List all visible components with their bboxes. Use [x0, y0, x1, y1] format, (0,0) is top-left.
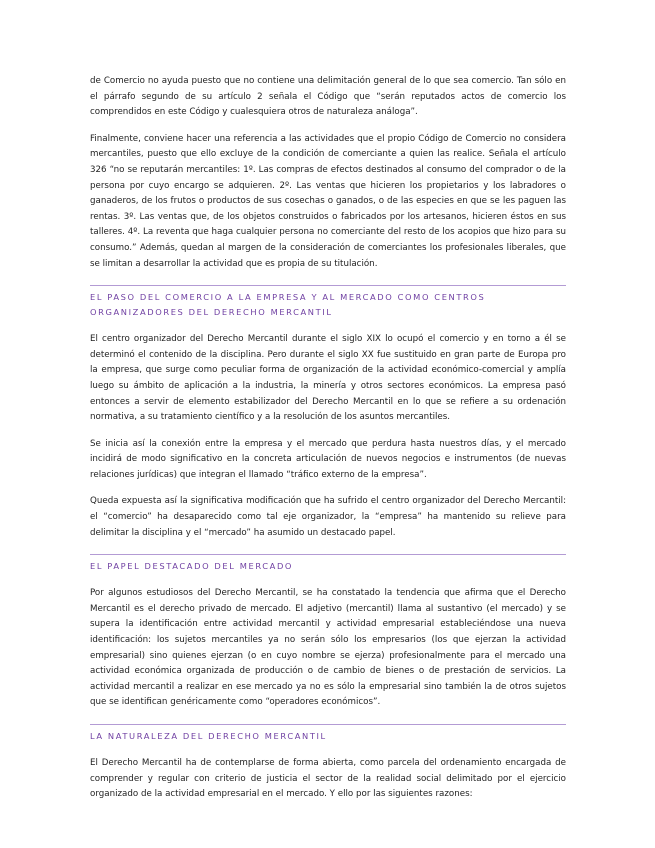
paragraph: Por algunos estudiosos del Derecho Mercantil, se ha constatado la tendencia que afirma que el Derecho Mercantil es el derecho privado de mercado. El adjetivo (mercantil) llama al sustantivo (el mercado) y se supera la identificación entre actividad mercantil y actividad empresarial estableciéndose una nueva identificación: los sujetos mercantiles ya no serán sólo los empresarios (los que ejerzan la actividad empresarial) sino quienes ejerzan (o en cuyo nombre se ejerza) profesionalmente para el mercado una actividad económica organizada de producción o de cambio de bienes o de prestación de servicios. La actividad mercantil a realizar en ese mercado ya no es sólo la empresarial sino también la de otros sujetos que se identifican genéricamente como “operadores económicos”. [90, 588, 566, 708]
section-heading-text: EL PASO DEL COMERCIO A LA EMPRESA Y AL MERCADO COMO CENTROS ORGANIZADORES DEL DERECHO MERCANTIL [90, 292, 486, 318]
paragraph: de Comercio no ayuda puesto que no contiene una delimitación general de lo que sea comercio. Tan sólo en el párrafo segundo de su artículo 2 señala el Código que “serán reputados actos de comercio los comprendidos en este Código y cualesquiera otros de naturaleza análoga”. [90, 76, 566, 118]
section-heading-commerce-to-market [90, 285, 566, 320]
paragraph: Finalmente, conviene hacer una referencia a las actividades que el propio Código de Comercio no considera mercantiles, puesto que ello excluye de la condición de comerciante a quien las realice. Señala el artículo 326 “no se reputarán mercantiles: 1º. Las compras de efectos destinados al consumo del comprador o de la persona por cuyo encargo se adquieren. 2º. Las ventas que hicieren los propietarios y los labradores o ganaderos, de los frutos o productos de sus cosechas o ganados, o de las especies en que se les paguen las rentas. 3º. Las ventas que, de los objetos construidos o fabricados por los artesanos, hicieren éstos en sus talleres. 4º. La reventa que haga cualquier persona no comerciante del resto de los acopios que hizo para su consumo.” Además, quedan al margen de la consideración de comerciantes los profesionales liberales, que se limitan a desarrollar la actividad que es propia de su titulación. [90, 133, 566, 269]
document-body [90, 74, 566, 814]
section-heading-market-role [90, 554, 566, 574]
paragraph: Se inicia así la conexión entre la empresa y el mercado que perdura hasta nuestros días, y el mercado incidirá de modo significativo en la concreta articulación de nuevos negocios e instrumentos (de nuevas relaciones jurídicas) que integran el llamado “tráfico externo de la empresa”. [90, 438, 566, 480]
paragraph: Queda expuesta así la significativa modificación que ha sufrido el centro organizador del Derecho Mercantil: el “comercio” ha desaparecido como tal eje organizador, la “empresa” ha mantenido su relieve para delimitar la disciplina y el “mercado” ha asumido un destacado papel. [90, 496, 566, 538]
section-heading-text: EL PAPEL DESTACADO DEL MERCADO [90, 561, 294, 572]
section-heading-text: LA NATURALEZA DEL DERECHO MERCANTIL [90, 731, 327, 741]
section-heading-nature [90, 724, 566, 744]
paragraph: El centro organizador del Derecho Mercantil durante el siglo XIX lo ocupó el comercio y en torno a él se determinó el contenido de la disciplina. Pero durante el siglo XX fue sustituido en gran parte de Europa pro la empresa, que surge como peculiar forma de organización de la actividad económico-comercial y amplía luego su ámbito de aplicación a la industria, la minería y otros sectores económicos. La empresa pasó entonces a servir de elemento estabilizador del Derecho Mercantil en lo que se refiere a su ordenación normativa, a su tratamiento científico y a la resolución de los asuntos mercantiles. [90, 334, 566, 423]
paragraph: El Derecho Mercantil ha de contemplarse de forma abierta, como parcela del ordenamiento encargada de comprender y regular con criterio de justicia el sector de la realidad social delimitado por el ejercicio organizado de la actividad empresarial en el mercado. Y ello por las siguientes razones: [90, 758, 566, 800]
